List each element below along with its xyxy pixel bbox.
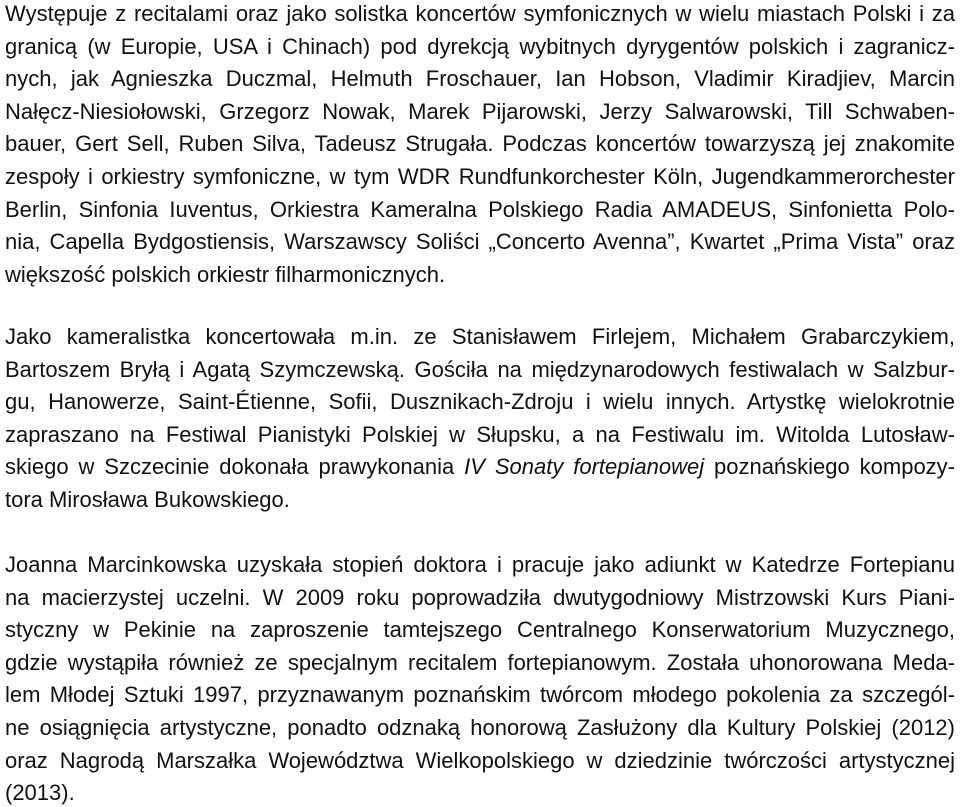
text-line: gu, Hanowerze, Saint-Étienne, Sofii, Dusznikach-Zdroju i wielu innych. Artystkę wielokrotnie — [5, 389, 955, 415]
text-line: granicą (w Europie, USA i Chinach) pod dyrekcją wybitnych dyrygentów polskich i zagranicz- — [5, 33, 955, 59]
text-line: tora Mirosława Bukowskiego. — [5, 487, 290, 512]
text-line: (2013). — [5, 780, 75, 806]
text-line: styczny w Pekinie na zaproszenie tamtejszego Centralnego Konserwatorium Muzycznego, — [5, 617, 955, 643]
text-line: oraz Nagrodą Marszałka Województwa Wielkopolskiego w dziedzinie twórczości artystycznej — [5, 747, 955, 773]
text-line: nych, jak Agnieszka Duczmal, Helmuth Froschauer, Ian Hobson, Vladimir Kiradjiev, Marcin — [5, 66, 955, 92]
text-line: nia, Capella Bydgostiensis, Warszawscy Soliści „Concerto Avenna”, Kwartet „Prima Vista” oraz — [5, 229, 955, 255]
text-line: gdzie wystąpiła również ze specjalnym recitalem fortepianowym. Została uhonorowana Meda- — [5, 649, 955, 675]
text-line: Nałęcz-Niesiołowski, Grzegorz Nowak, Marek Pijarowski, Jerzy Salwarowski, Till Schwaben- — [5, 98, 955, 124]
text-line: ne osiągnięcia artystyczne, ponadto odznaką honorową Zasłużony dla Kultury Polskiej (2012) — [5, 715, 955, 740]
text-line: zapraszano na Festiwal Pianistyki Polskiej w Słupsku, a na Festiwalu im. Witolda Lutosław- — [5, 421, 955, 447]
work-title: IV Sonaty fortepianowej — [464, 454, 705, 480]
text-line: na macierzystej uczelni. W 2009 roku poprowadziła dwutygodniowy Mistrzowski Kurs Piani- — [5, 584, 955, 610]
text-line: Berlin, Sinfonia Iuventus, Orkiestra Kameralna Polskiego Radia AMADEUS, Sinfonietta Polo- — [5, 196, 955, 222]
text-line: Joanna Marcinkowska uzyskała stopień doktora i pracuje jako adiunkt w Katedrze Fortepianu — [5, 552, 955, 577]
text-line — [5, 453, 955, 481]
text-segment: poznańskiego kompozy- — [704, 454, 956, 480]
text-line: Bartoszem Bryłą i Agatą Szymczewską. Gościła na międzynarodowych festiwalach w Salzbur- — [5, 356, 955, 382]
text-line: Występuje z recitalami oraz jako solistka koncertów symfonicznych w wielu miastach Polski i za — [5, 1, 955, 26]
text-line: większość polskich orkiestr filharmonicznych. — [5, 261, 446, 287]
text-line: Jako kameralistka koncertowała m.in. ze Stanisławem Firlejem, Michałem Grabarczykiem, — [5, 324, 955, 349]
text-line: bauer, Gert Sell, Ruben Silva, Tadeusz Strugała. Podczas koncertów towarzyszą jej znakomite — [5, 131, 955, 157]
text-segment: skiego w Szczecinie dokonała prawykonania — [5, 454, 465, 480]
text-line: zespoły i orkiestry symfoniczne, w tym WDR Rundfunkorchester Köln, Jugendkammerorchester — [5, 164, 955, 189]
text-line: lem Młodej Sztuki 1997, przyznawanym poznańskim twórcom młodego pokolenia za szczegól- — [5, 682, 955, 708]
